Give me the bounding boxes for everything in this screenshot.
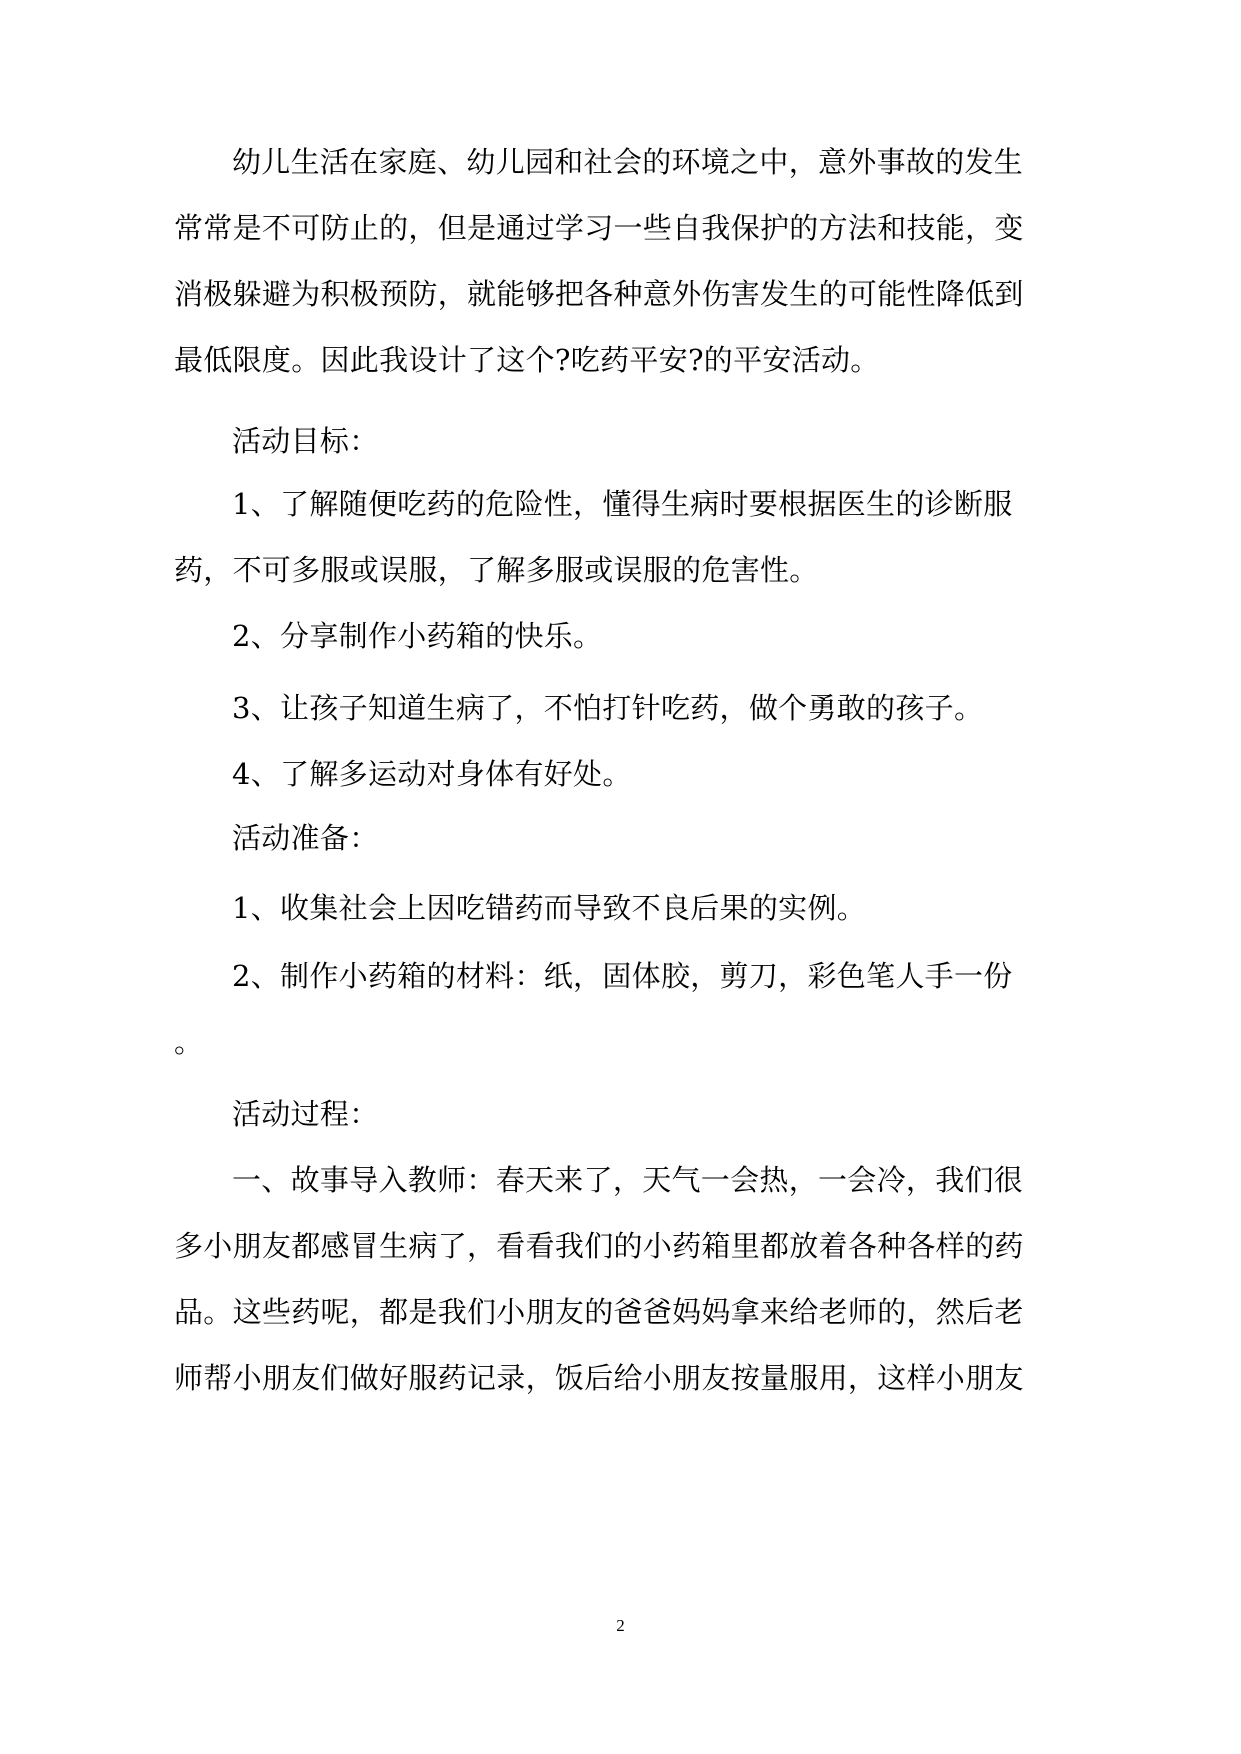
goal-2: 2、分享制作小药箱的快乐。 <box>232 619 603 653</box>
paragraph-intro-line-2: 常常是不可防止的，但是通过学习一些自我保护的方法和技能，变 <box>174 211 1024 245</box>
page-number: 2 <box>616 1616 625 1635</box>
heading-activity-preparation: 活动准备： <box>232 821 379 855</box>
paragraph-intro-line-4: 最低限度。因此我设计了这个?吃药平安?的平安活动。 <box>174 343 880 377</box>
paragraph-intro-line-3: 消极躲避为积极预防，就能够把各种意外伤害发生的可能性降低到 <box>174 277 1024 311</box>
heading-activity-goals: 活动目标： <box>232 424 379 458</box>
preparation-2-line-2: 。 <box>174 1025 204 1059</box>
heading-activity-process: 活动过程： <box>232 1097 379 1131</box>
process-1-line-3: 品。这些药呢，都是我们小朋友的爸爸妈妈拿来给老师的，然后老 <box>174 1295 1024 1329</box>
process-1-line-4: 师帮小朋友们做好服药记录，饭后给小朋友按量服用，这样小朋友 <box>174 1361 1024 1395</box>
paragraph-intro-line-1: 幼儿生活在家庭、幼儿园和社会的环境之中，意外事故的发生 <box>232 145 1024 179</box>
process-1-line-1: 一、故事导入教师：春天来了，天气一会热，一会冷，我们很 <box>232 1163 1024 1197</box>
goal-1-line-2: 药，不可多服或误服，了解多服或误服的危害性。 <box>174 553 819 587</box>
goal-4: 4、了解多运动对身体有好处。 <box>232 757 632 791</box>
goal-1-line-1: 1、了解随便吃药的危险性，懂得生病时要根据医生的诊断服 <box>232 487 1013 521</box>
process-1-line-2: 多小朋友都感冒生病了，看看我们的小药箱里都放着各种各样的药 <box>174 1229 1024 1263</box>
preparation-1: 1、收集社会上因吃错药而导致不良后果的实例。 <box>232 891 867 925</box>
preparation-2-line-1: 2、制作小药箱的材料：纸，固体胶，剪刀，彩色笔人手一份 <box>232 959 1013 993</box>
goal-3: 3、让孩子知道生病了，不怕打针吃药，做个勇敢的孩子。 <box>232 691 984 725</box>
